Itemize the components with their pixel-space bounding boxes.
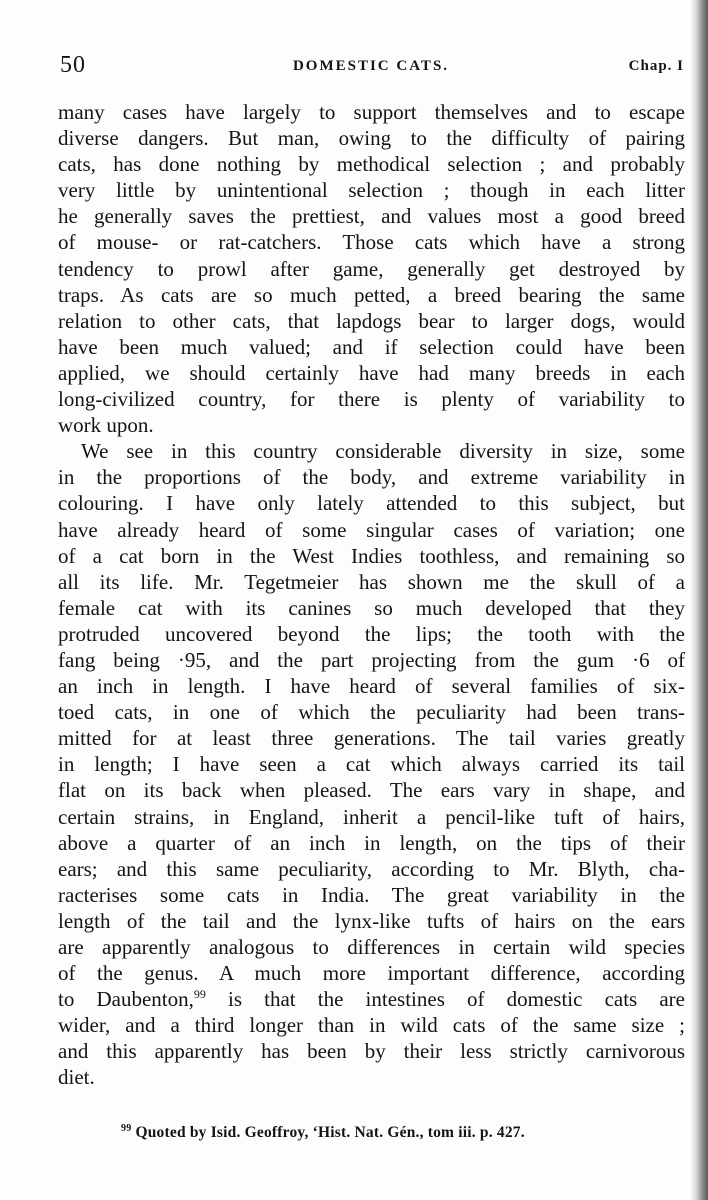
paragraph-2	[58, 438, 685, 1090]
text-line: diverse dangers. But man, owing to the difficulty of pairing	[58, 126, 685, 151]
text-line: traps. As cats are so much petted, a breed bearing the same	[58, 282, 685, 307]
text-line: long-civilized country, for there is plenty of variability to	[58, 387, 685, 412]
text-line: toed cats, in one of which the peculiarity had been trans-	[58, 700, 685, 725]
text-line: length of the tail and the lynx-like tufts of hairs on the ears	[58, 908, 685, 933]
body-text	[58, 99, 685, 1091]
text-line: of the genus. A much more important difference, according	[58, 961, 685, 986]
text-line: protruded uncovered beyond the lips; the tooth with the	[58, 621, 685, 646]
text-line: ears; and this same peculiarity, according to Mr. Blyth, cha-	[58, 856, 685, 881]
text-line: very little by unintentional selection ; though in each litter	[58, 178, 685, 203]
text-line: female cat with its canines so much developed that they	[58, 595, 685, 620]
text-line: in length; I have seen a cat which always carried its tail	[58, 752, 685, 777]
text-line: of mouse- or rat-catchers. Those cats which have a strong	[58, 230, 685, 255]
text-line: mitted for at least three generations. The tail varies greatly	[58, 726, 685, 751]
footnote-reference: 99	[193, 987, 206, 1002]
text-line: diet.	[58, 1065, 95, 1090]
text-line: all its life. Mr. Tegetmeier has shown me the skull of a	[58, 569, 685, 594]
text-line: have been much valued; and if selection could have been	[58, 334, 685, 359]
running-head	[58, 50, 684, 84]
text-segment: is that the intestines of domestic cats are	[205, 987, 685, 1012]
text-line: flat on its back when pleased. The ears vary in shape, and	[58, 778, 685, 803]
footnote-text: Quoted by Isid. Geoffroy, ‘Hist. Nat. Gén., tom iii. p. 427.	[131, 1124, 525, 1141]
text-line: in the proportions of the body, and extreme variability in	[58, 465, 685, 490]
text-line: applied, we should certainly have had many breeds in each	[58, 360, 685, 385]
page-edge-shadow	[690, 0, 708, 1200]
footnote	[121, 1124, 621, 1142]
text-line: an inch in length. I have heard of several families of six-	[58, 674, 685, 699]
text-line: work upon.	[58, 413, 154, 438]
text-line: many cases have largely to support themselves and to escape	[58, 100, 685, 124]
text-line: and this apparently has been by their less strictly carnivorous	[58, 1039, 685, 1064]
page-number: 50	[60, 52, 86, 78]
text-line: tendency to prowl after game, generally get destroyed by	[58, 256, 685, 281]
text-line: wider, and a third longer than in wild cats of the same size ;	[58, 1013, 685, 1038]
text-line: relation to other cats, that lapdogs bear to larger dogs, would	[58, 308, 685, 333]
text-line: We see in this country considerable diversity in size, some	[81, 439, 685, 464]
text-line: certain strains, in England, inherit a pencil-like tuft of hairs,	[58, 804, 685, 829]
text-line: above a quarter of an inch in length, on the tips of their	[58, 830, 685, 855]
text-line: cats, has done nothing by methodical selection ; and probably	[58, 152, 685, 177]
text-line: of a cat born in the West Indies toothless, and remaining so	[58, 543, 685, 568]
running-title: DOMESTIC CATS.	[292, 58, 450, 74]
chapter-label: Chap. I	[628, 58, 684, 74]
text-line-with-footnote-ref	[58, 986, 685, 1012]
text-segment: to Daubenton,	[58, 987, 194, 1012]
text-line: he generally saves the prettiest, and values most a good breed	[58, 204, 685, 229]
footnote-marker: 99	[121, 1123, 132, 1134]
text-line: fang being ·95, and the part projecting from the gum ·6 of	[58, 647, 685, 672]
paragraph-1	[58, 99, 685, 438]
text-line: colouring. I have only lately attended to this subject, but	[58, 491, 685, 516]
text-line: have already heard of some singular cases of variation; one	[58, 517, 685, 542]
text-line: are apparently analogous to differences in certain wild species	[58, 935, 685, 959]
text-line: racterises some cats in India. The great variability in the	[58, 882, 685, 907]
